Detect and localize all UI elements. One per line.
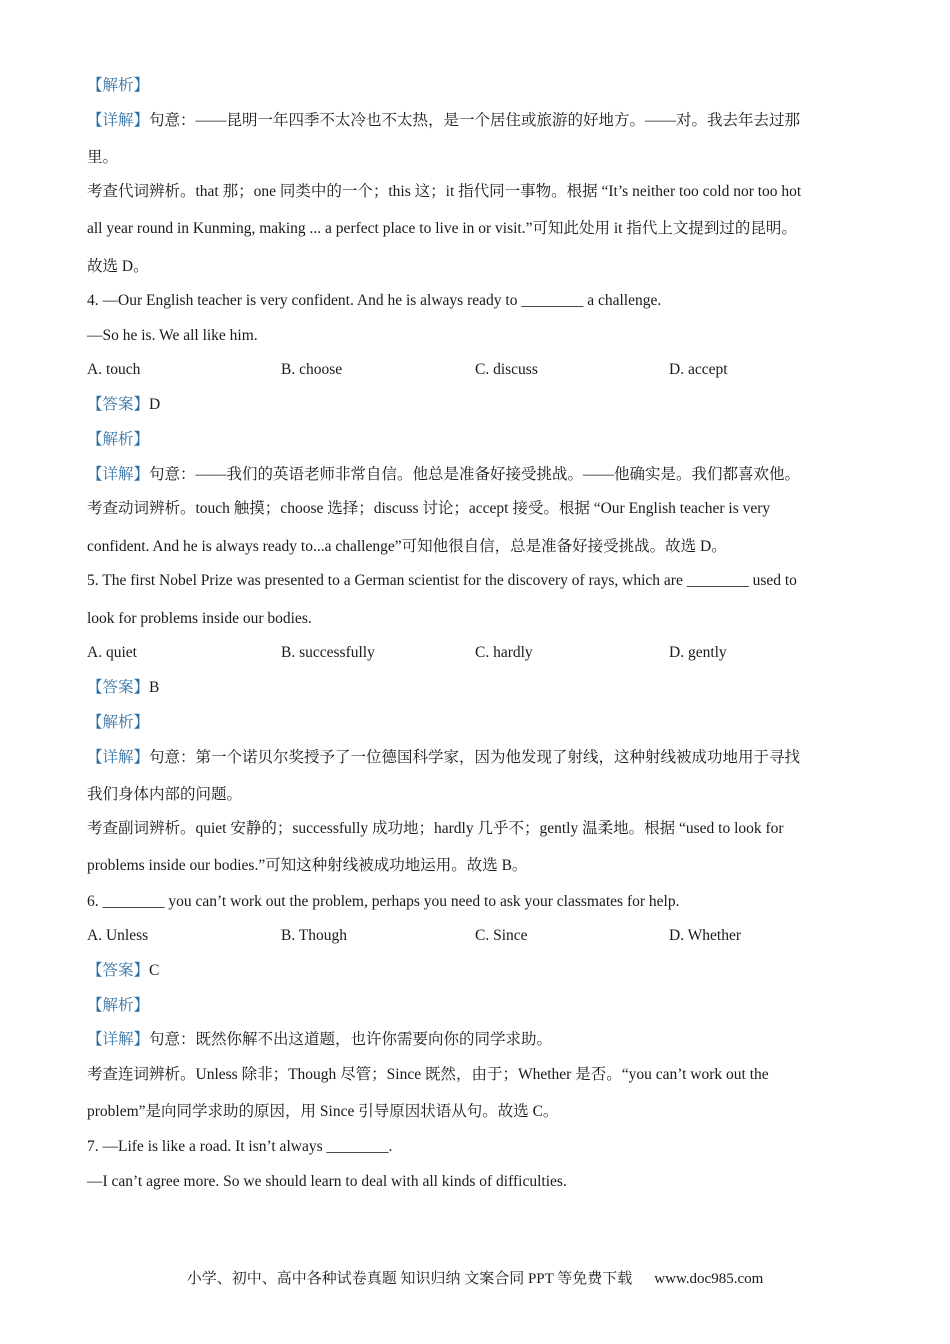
- q4-detail-line-3: confident. And he is always ready to...a challenge”可知他很自信，总是准备好接受挑战。故选 D。: [87, 538, 727, 555]
- q4-detail-text-1: 句意：——我们的英语老师非常自信。他总是准备好接受挑战。——他确实是。我们都喜欢他。: [149, 466, 801, 483]
- q5-analysis-label: 【解析】: [87, 714, 150, 731]
- q5-detail-line-2: 我们身体内部的问题。: [87, 786, 243, 803]
- q5-answer-line: [87, 677, 862, 699]
- q7-stem-line-2: —I can’t agree more. So we should learn to deal with all kinds of difficulties.: [87, 1173, 567, 1190]
- q3-detail-line-4: all year round in Kunming, making ... a perfect place to live in or visit.”可知此处用 it 指代上文提到过的昆明。: [87, 220, 797, 237]
- q5-option-a: A. quiet: [87, 644, 137, 661]
- q4-option-c: C. discuss: [475, 361, 538, 378]
- q6-detail-line-2: 考查连词辨析。Unless 除非；Though 尽管；Since 既然，由于；Whether 是否。“you can’t work out the: [87, 1066, 769, 1083]
- q6-detail-label: 【详解】: [87, 1031, 150, 1048]
- q7-stem-line-1: 7. —Life is like a road. It isn’t always ________.: [87, 1138, 393, 1155]
- q6-stem-line-1: 6. ________ you can’t work out the problem, perhaps you need to ask your classmates for help.: [87, 893, 680, 910]
- footer-url[interactable]: www.doc985.com: [654, 1271, 764, 1287]
- q3-detail-line-2: 里。: [87, 149, 119, 166]
- q6-answer-line: [87, 960, 862, 982]
- q6-option-d: D. Whether: [669, 927, 742, 944]
- q4-option-d: D. accept: [669, 361, 728, 378]
- q5-detail-line-4: problems inside our bodies.”可知这种射线被成功地运用。故选 B。: [87, 857, 528, 874]
- q4-stem-line-2: —So he is. We all like him.: [87, 327, 258, 344]
- q4-detail-line-2: 考查动词辨析。touch 触摸；choose 选择；discuss 讨论；accept 接受。根据 “Our English teacher is very: [87, 500, 771, 517]
- q3-detail-line-5: 故选 D。: [87, 258, 149, 275]
- q6-option-b: B. Though: [281, 927, 348, 944]
- q3-detail-label: 【详解】: [87, 112, 150, 129]
- q5-option-c: C. hardly: [475, 644, 533, 661]
- q5-stem-line-1: 5. The first Nobel Prize was presented to a German scientist for the discovery of rays, which are ________ used to: [87, 572, 797, 589]
- q5-detail-line-3: 考查副词辨析。quiet 安静的；successfully 成功地；hardly 几乎不；gently 温柔地。根据 “used to look for: [87, 820, 784, 837]
- q5-option-b: B. successfully: [281, 644, 375, 661]
- q6-detail-text-1: 句意：既然你解不出这道题，也许你需要向你的同学求助。: [149, 1031, 553, 1048]
- q4-analysis-label: 【解析】: [87, 431, 150, 448]
- q5-answer-label: 【答案】: [87, 679, 150, 696]
- q4-answer-label: 【答案】: [87, 396, 150, 413]
- q4-detail-label: 【详解】: [87, 466, 150, 483]
- q5-stem-line-2: look for problems inside our bodies.: [87, 610, 312, 627]
- q6-answer-value: C: [149, 962, 160, 979]
- q5-detail-text-1: 句意：第一个诺贝尔奖授予了一位德国科学家，因为他发现了射线，这种射线被成功地用于寻找: [149, 749, 801, 766]
- q4-option-a: A. touch: [87, 361, 141, 378]
- q6-answer-label: 【答案】: [87, 962, 150, 979]
- q3-detail-line-1: [87, 110, 862, 132]
- q3-detail-text-1: 句意：——昆明一年四季不太冷也不太热，是一个居住或旅游的好地方。——对。我去年去过那: [149, 112, 801, 129]
- q5-detail-line-1: [87, 747, 862, 769]
- q5-detail-label: 【详解】: [87, 749, 150, 766]
- q6-detail-line-3: problem”是向同学求助的原因，用 Since 引导原因状语从句。故选 C。: [87, 1103, 559, 1120]
- q4-answer-line: [87, 394, 862, 416]
- q6-option-a: A. Unless: [87, 927, 149, 944]
- q5-answer-value: B: [149, 679, 160, 696]
- q4-option-b: B. choose: [281, 361, 343, 378]
- q6-option-c: C. Since: [475, 927, 528, 944]
- q4-detail-line-1: [87, 464, 862, 486]
- q3-detail-line-3: 考查代词辨析。that 那；one 同类中的一个；this 这；it 指代同一事物。根据 “It’s neither too cold nor too hot: [87, 183, 802, 200]
- q4-answer-value: D: [149, 396, 161, 413]
- q4-stem-line-1: 4. —Our English teacher is very confident. And he is always ready to ________ a challenge.: [87, 292, 662, 309]
- q6-detail-line-1: [87, 1029, 862, 1051]
- q5-option-d: D. gently: [669, 644, 727, 661]
- q6-analysis-label: 【解析】: [87, 997, 150, 1014]
- q3-analysis-label: 【解析】: [87, 77, 150, 94]
- footer-text: 小学、初中、高中各种试卷真题 知识归纳 文案合同 PPT 等免费下载: [186, 1271, 633, 1287]
- page-footer: [0, 1268, 950, 1290]
